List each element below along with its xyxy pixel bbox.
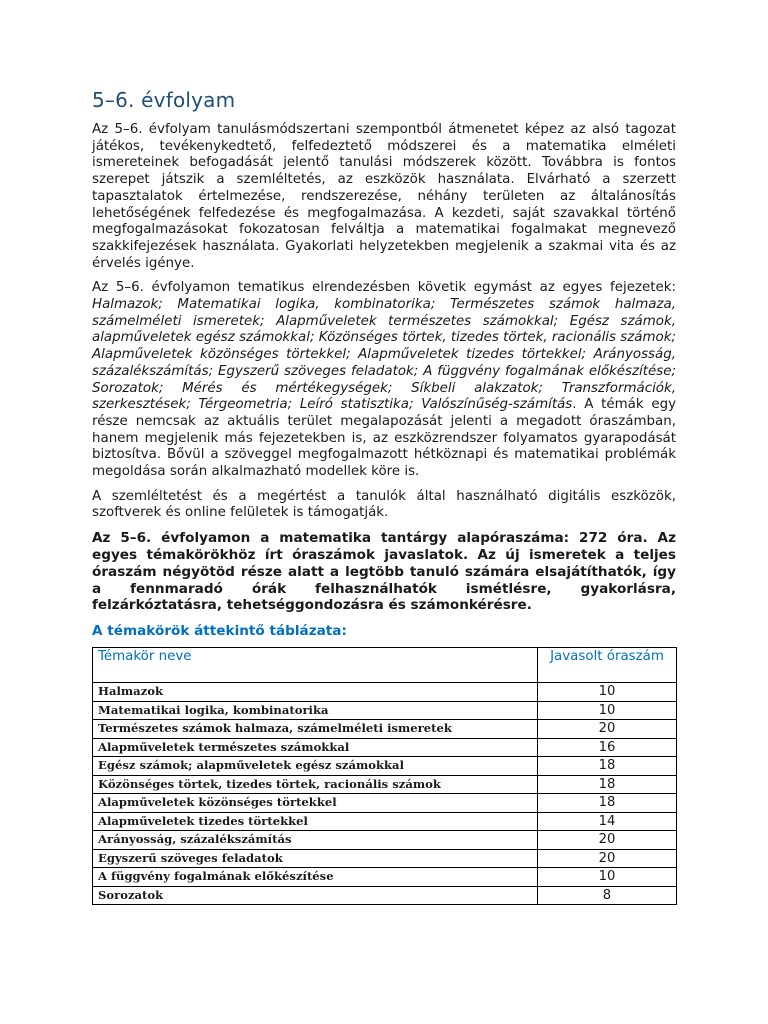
topic-hours-cell: 10 bbox=[538, 683, 677, 702]
topic-name-cell: Alapműveletek tizedes törtekkel bbox=[93, 812, 538, 831]
table-row bbox=[93, 849, 677, 868]
topic-name-cell: A függvény fogalmának előkészítése bbox=[93, 868, 538, 887]
topics-list-text: Halmazok; Matematikai logika, kombinatorika; Természetes számok halmaza, számelméleti ismeretek; Alapműveletek természetes számokkal; Egész számok, alapműveletek egész számokkal; Közönséges törtek, tizedes törtek, racionális számok; Alapműveletek közönséges törtekkel; Alapműveletek tizedes törtekkel; Arányosság, százalékszámítás; Egyszerű szöveges feladatok; A függvény fogalmának előkészítése; Sorozatok; Mérés és mértékegységek; Síkbeli alakzatok; Transzformációk, szerkesztések; Térgeometria; Leíró statisztika; Valószínűség-számítás bbox=[92, 297, 676, 413]
intro-paragraph: Az 5–6. évfolyam tanulásmódszertani szempontból átmenetet képez az alsó tagozat játékos, tevékenykedtető, felfedeztető módszerei és a matematika elméleti ismereteinek befogadását jelentő tanulási módszerek között. Továbbra is fontos szerepet játszik a szemléltetés, az eszközök használata. Elvárható a szerzett tapasztalatok értelmezése, rendszerezése, néhány területen az általánosítás lehetőségének felfedezése és megfogalmazása. A kezdeti, saját szavakkal történő megfogalmazásokat fokozatosan felváltja a matematikai fogalmakat megnevező szakkifejezések használata. Gyakorlati helyzetekben megjelenik a szakmai vita és az érvelés igénye. bbox=[92, 122, 676, 271]
header-topic-name: Témakör neve bbox=[93, 648, 538, 683]
table-row bbox=[93, 775, 677, 794]
topics-rest-text: . A témák egy része nemcsak az aktuális terület megalapozását jelenti a megadott óraszámban, hanem megjelenik más fejezetekben is, az eszközrendszer folyamatos gyarapodását biztosítva. Bővül a szöveggel megfogalmazott hétköznapi és matematikai problémák megoldása során alkalmazható modellek köre is. bbox=[92, 397, 677, 480]
topic-name-cell: Arányosság, százalékszámítás bbox=[93, 831, 538, 850]
digital-tools-paragraph: A szemléltetést és a megértést a tanulók által használható digitális eszközök, szoftverek és online felületek is támogatják. bbox=[92, 488, 676, 521]
topic-name-cell: Sorozatok bbox=[93, 886, 538, 905]
topic-hours-cell: 20 bbox=[538, 720, 677, 739]
table-row bbox=[93, 794, 677, 813]
hours-summary-paragraph: Az 5–6. évfolyamon a matematika tantárgy alapóraszáma: 272 óra. Az egyes témakörökhöz írt óraszámok javaslatok. Az új ismeretek a teljes óraszám négyötöd része alatt a legtöbb tanuló számára elsajátíthatók, így a fennmaradó órák felhasználhatók ismétlésre, gyakorlásra, felzárkóztatásra, tehetséggondozásra és számonkérésre. bbox=[92, 530, 676, 614]
topic-name-cell: Alapműveletek közönséges törtekkel bbox=[93, 794, 538, 813]
topic-hours-cell: 16 bbox=[538, 738, 677, 757]
table-row bbox=[93, 701, 677, 720]
topic-name-cell: Egyszerű szöveges feladatok bbox=[93, 849, 538, 868]
topic-name-cell: Alapműveletek természetes számokkal bbox=[93, 738, 538, 757]
topics-intro-text: Az 5–6. évfolyamon tematikus elrendezésben követik egymást az egyes fejezetek: bbox=[92, 280, 676, 296]
document-page bbox=[92, 88, 676, 905]
table-row bbox=[93, 831, 677, 850]
topic-hours-cell: 18 bbox=[538, 757, 677, 776]
topic-name-cell: Matematikai logika, kombinatorika bbox=[93, 701, 538, 720]
topic-hours-cell: 20 bbox=[538, 831, 677, 850]
topics-paragraph bbox=[92, 280, 676, 480]
topic-hours-cell: 18 bbox=[538, 794, 677, 813]
topic-name-cell: Közönséges törtek, tizedes törtek, racionális számok bbox=[93, 775, 538, 794]
topic-hours-cell: 20 bbox=[538, 849, 677, 868]
table-title: A témakörök áttekintő táblázata: bbox=[92, 623, 347, 640]
table-row bbox=[93, 868, 677, 887]
topic-hours-cell: 10 bbox=[538, 868, 677, 887]
topic-name-cell: Halmazok bbox=[93, 683, 538, 702]
topic-hours-cell: 18 bbox=[538, 775, 677, 794]
topic-hours-cell: 10 bbox=[538, 701, 677, 720]
topics-table bbox=[92, 647, 677, 905]
topic-hours-cell: 14 bbox=[538, 812, 677, 831]
table-row bbox=[93, 720, 677, 739]
table-row bbox=[93, 886, 677, 905]
topic-name-cell: Egész számok; alapműveletek egész számokkal bbox=[93, 757, 538, 776]
table-row bbox=[93, 683, 677, 702]
table-row bbox=[93, 738, 677, 757]
section-heading: 5–6. évfolyam bbox=[92, 88, 236, 112]
table-row bbox=[93, 757, 677, 776]
table-header-row bbox=[93, 648, 677, 683]
header-suggested-hours: Javasolt óraszám bbox=[538, 648, 677, 683]
topics-table-body bbox=[93, 683, 677, 905]
topic-name-cell: Természetes számok halmaza, számelméleti ismeretek bbox=[93, 720, 538, 739]
topic-hours-cell: 8 bbox=[538, 886, 677, 905]
table-row bbox=[93, 812, 677, 831]
